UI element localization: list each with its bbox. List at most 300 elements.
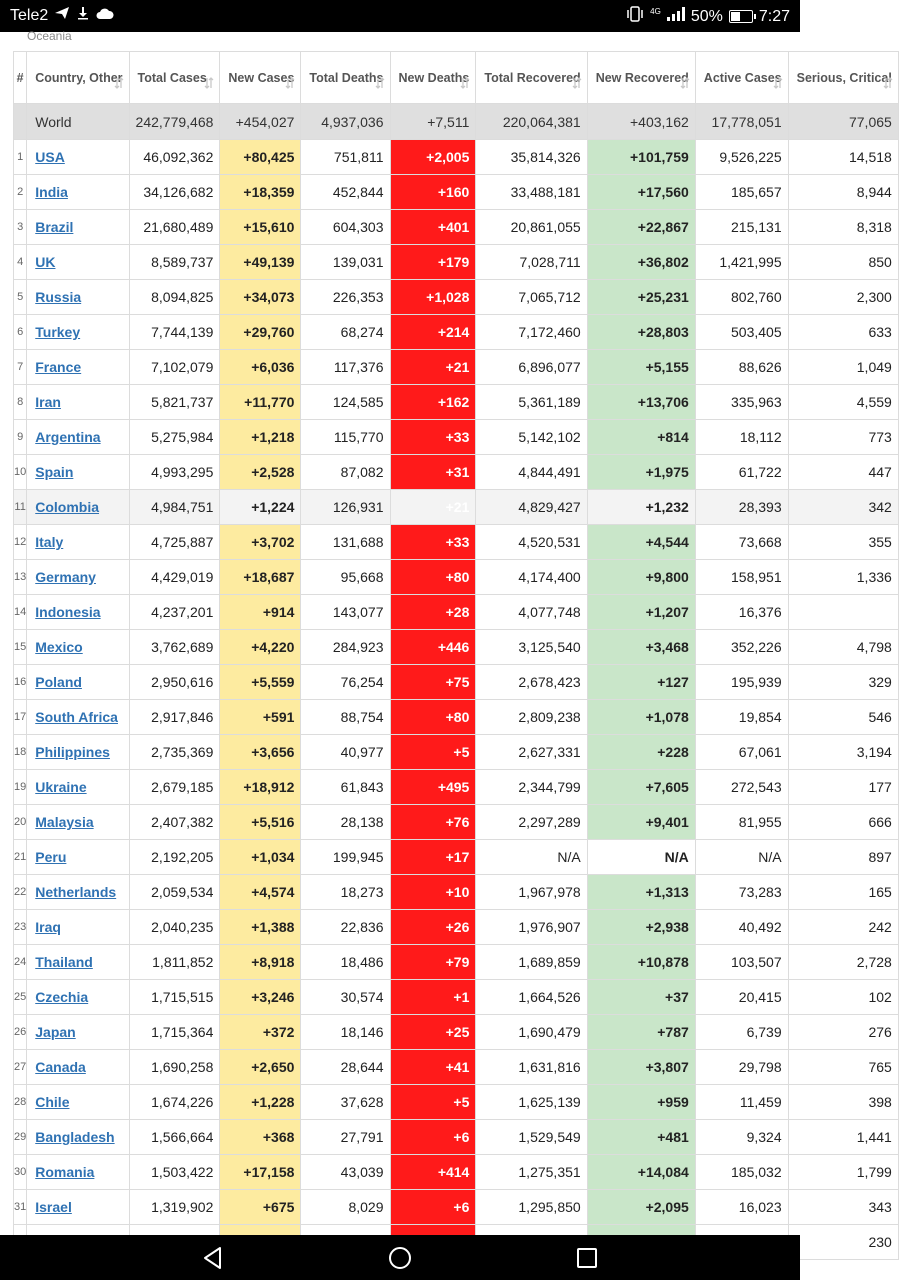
country-link[interactable]: Netherlands	[35, 884, 117, 900]
cell-new-recovered: +28,803	[587, 315, 695, 350]
world-label: World	[27, 104, 129, 140]
cell-total-deaths: 452,844	[301, 175, 390, 210]
column-header-label: Active Cases	[703, 70, 782, 85]
row-index: 29	[14, 1120, 27, 1155]
vibrate-icon	[626, 6, 644, 27]
cell-serious: 1,799	[788, 1155, 898, 1190]
country-link[interactable]: Poland	[35, 674, 82, 690]
cell-serious: 102	[788, 980, 898, 1015]
cell-new-deaths: +76	[390, 805, 476, 840]
sort-icon[interactable]	[285, 76, 295, 94]
covid-table	[13, 51, 899, 1260]
cell-new-cases: +3,656	[220, 735, 301, 770]
sort-icon[interactable]	[204, 76, 214, 94]
cell-new-cases: +8,918	[220, 945, 301, 980]
cell-new-deaths: +21	[390, 490, 476, 525]
country-link[interactable]: Germany	[35, 569, 96, 585]
cell-serious: 1,336	[788, 560, 898, 595]
column-header-label: #	[16, 70, 24, 85]
cell-total-cases: 2,059,534	[129, 875, 220, 910]
cell-total-deaths: 226,353	[301, 280, 390, 315]
table-row	[14, 665, 899, 700]
table-row	[14, 560, 899, 595]
cell-new-cases: +5,516	[220, 805, 301, 840]
row-index: 3	[14, 210, 27, 245]
cell-total-recovered: 1,275,351	[476, 1155, 587, 1190]
cell-serious: 765	[788, 1050, 898, 1085]
country-cell	[27, 315, 129, 350]
cell-serious: 897	[788, 840, 898, 875]
send-icon	[54, 6, 70, 25]
cell-new-recovered: +101,759	[587, 140, 695, 175]
country-cell	[27, 735, 129, 770]
country-cell	[27, 525, 129, 560]
cell-total-recovered: 1,295,850	[476, 1190, 587, 1225]
table-row	[14, 280, 899, 315]
sort-icon[interactable]	[883, 76, 893, 94]
cell-total-deaths: 604,303	[301, 210, 390, 245]
cell-new-recovered: +5,155	[587, 350, 695, 385]
cell-total-recovered: 3,125,540	[476, 630, 587, 665]
clock: 7:27	[758, 7, 790, 25]
cell-total-deaths: 28,138	[301, 805, 390, 840]
table-row	[14, 315, 899, 350]
country-link[interactable]: Thailand	[35, 954, 93, 970]
country-cell	[27, 1155, 129, 1190]
cell-new-cases: +5,559	[220, 665, 301, 700]
country-link[interactable]: Israel	[35, 1199, 72, 1215]
cell-new-cases: +1,228	[220, 1085, 301, 1120]
table-row	[14, 1190, 899, 1225]
column-header-label: Total Cases	[137, 70, 207, 85]
cell-new-cases: +18,359	[220, 175, 301, 210]
cell-new-deaths: +1,028	[390, 280, 476, 315]
sort-icon[interactable]	[460, 76, 470, 94]
cell-new-deaths: +160	[390, 175, 476, 210]
cell-new-cases: +1,034	[220, 840, 301, 875]
cell-serious: 4,559	[788, 385, 898, 420]
column-header-label: Total Recovered	[484, 70, 581, 85]
cell-total-cases: 2,950,616	[129, 665, 220, 700]
signal-icon	[667, 7, 685, 26]
cell-total-recovered: 2,627,331	[476, 735, 587, 770]
country-cell	[27, 840, 129, 875]
row-index: 22	[14, 875, 27, 910]
cell-new-cases: +17,158	[220, 1155, 301, 1190]
battery-percent: 50%	[690, 7, 723, 25]
cell-serious: 342	[788, 490, 898, 525]
cell-new-cases: +18,912	[220, 770, 301, 805]
column-header-label: New Recovered	[595, 70, 689, 85]
country-cell	[27, 945, 129, 980]
country-link[interactable]: Mexico	[35, 639, 83, 655]
cell-new-recovered: +787	[587, 1015, 695, 1050]
cell-total-recovered: 4,844,491	[476, 455, 587, 490]
cell-new-cases: +15,610	[220, 210, 301, 245]
cell-total-deaths: 61,843	[301, 770, 390, 805]
cell-active-cases: 61,722	[695, 455, 788, 490]
cell-total-recovered: 1,625,139	[476, 1085, 587, 1120]
cell-active-cases: 19,854	[695, 700, 788, 735]
cell-new-deaths: +33	[390, 525, 476, 560]
cell-total-recovered: 7,172,460	[476, 315, 587, 350]
cell-new-recovered: +7,605	[587, 770, 695, 805]
country-link[interactable]: Bangladesh	[35, 1129, 115, 1145]
home-icon[interactable]	[385, 1243, 415, 1273]
cell-total-deaths: 115,770	[301, 420, 390, 455]
cell-new-recovered: +36,802	[587, 245, 695, 280]
country-link[interactable]: Italy	[35, 534, 64, 550]
row-index: 15	[14, 630, 27, 665]
column-header-total-deaths[interactable]	[301, 52, 390, 104]
cell-total-cases: 34,126,682	[129, 175, 220, 210]
table-row	[14, 385, 899, 420]
row-index: 31	[14, 1190, 27, 1225]
back-icon[interactable]	[198, 1243, 228, 1273]
cell-new-recovered: +9,401	[587, 805, 695, 840]
cloud-icon	[96, 7, 114, 25]
cell-active-cases: 67,061	[695, 735, 788, 770]
cell-total-cases: 1,715,515	[129, 980, 220, 1015]
cell-serious: 276	[788, 1015, 898, 1050]
cell-total-recovered: 2,297,289	[476, 805, 587, 840]
cell-serious: 177	[788, 770, 898, 805]
row-index: 17	[14, 700, 27, 735]
row-index: 7	[14, 350, 27, 385]
cell-active-cases: 73,283	[695, 875, 788, 910]
row-index: 19	[14, 770, 27, 805]
cell-total-recovered: 2,678,423	[476, 665, 587, 700]
cell-total-cases: 21,680,489	[129, 210, 220, 245]
cell-serious: 165	[788, 875, 898, 910]
cell-total-deaths: 8,029	[301, 1190, 390, 1225]
cell-new-cases: +454,027	[220, 104, 301, 140]
cell-new-deaths: +2,005	[390, 140, 476, 175]
cell-new-recovered: +959	[587, 1085, 695, 1120]
cell-active-cases: 11,459	[695, 1085, 788, 1120]
country-cell	[27, 560, 129, 595]
country-link[interactable]: France	[35, 359, 82, 375]
row-index: 23	[14, 910, 27, 945]
cell-serious: 633	[788, 315, 898, 350]
country-link[interactable]: South Africa	[35, 709, 118, 725]
navigation-bar	[0, 1235, 800, 1280]
sort-icon[interactable]	[375, 76, 385, 94]
cell-total-deaths: 18,486	[301, 945, 390, 980]
cell-total-deaths: 199,945	[301, 840, 390, 875]
cell-new-deaths: +79	[390, 945, 476, 980]
row-index: 2	[14, 175, 27, 210]
cell-total-deaths: 30,574	[301, 980, 390, 1015]
sort-icon[interactable]	[773, 76, 783, 94]
cell-total-recovered: 6,896,077	[476, 350, 587, 385]
cell-total-cases: 46,092,362	[129, 140, 220, 175]
column-header-new-cases[interactable]	[220, 52, 301, 104]
continent-tab-oceania[interactable]: Oceania	[27, 29, 72, 43]
status-bar	[0, 0, 800, 32]
cell-active-cases: 503,405	[695, 315, 788, 350]
table-row	[14, 175, 899, 210]
cell-serious: 355	[788, 525, 898, 560]
country-link[interactable]: Ukraine	[35, 779, 87, 795]
cell-active-cases: 17,778,051	[695, 104, 788, 140]
cell-total-deaths: 117,376	[301, 350, 390, 385]
cell-new-recovered: +37	[587, 980, 695, 1015]
cell-new-cases: +2,528	[220, 455, 301, 490]
cell-active-cases: 103,507	[695, 945, 788, 980]
cell-serious: 8,318	[788, 210, 898, 245]
cell-total-recovered: 35,814,326	[476, 140, 587, 175]
cell-new-cases: +591	[220, 700, 301, 735]
cell-active-cases: 88,626	[695, 350, 788, 385]
cell-new-recovered: +1,207	[587, 595, 695, 630]
country-cell	[27, 770, 129, 805]
country-cell	[27, 490, 129, 525]
country-cell	[27, 1120, 129, 1155]
country-link[interactable]: Colombia	[35, 499, 100, 515]
cell-new-deaths: +414	[390, 1155, 476, 1190]
column-header-new-deaths[interactable]	[390, 52, 476, 104]
cell-total-recovered: 1,529,549	[476, 1120, 587, 1155]
cell-active-cases: 20,415	[695, 980, 788, 1015]
cell-total-deaths: 87,082	[301, 455, 390, 490]
cell-active-cases: 1,421,995	[695, 245, 788, 280]
cell-new-deaths: +7,511	[390, 104, 476, 140]
cell-total-cases: 5,821,737	[129, 385, 220, 420]
battery-icon	[729, 10, 753, 23]
cell-new-recovered: +1,232	[587, 490, 695, 525]
cell-new-deaths: +1	[390, 980, 476, 1015]
cell-total-cases: 4,993,295	[129, 455, 220, 490]
cell-new-cases: +1,388	[220, 910, 301, 945]
cell-new-deaths: +214	[390, 315, 476, 350]
carrier-label: Tele2	[10, 6, 49, 24]
cell-total-recovered: 5,361,189	[476, 385, 587, 420]
cell-new-recovered: +14,084	[587, 1155, 695, 1190]
cell-new-recovered: +814	[587, 420, 695, 455]
cell-serious: 447	[788, 455, 898, 490]
sort-icon[interactable]	[114, 76, 124, 94]
cell-serious: 773	[788, 420, 898, 455]
cell-total-recovered: 1,664,526	[476, 980, 587, 1015]
country-link[interactable]: Romania	[35, 1164, 95, 1180]
country-link[interactable]: Philippines	[35, 744, 110, 760]
cell-total-cases: 1,566,664	[129, 1120, 220, 1155]
cell-new-recovered: +481	[587, 1120, 695, 1155]
world-row	[14, 104, 899, 140]
cell-new-deaths: +17	[390, 840, 476, 875]
cell-serious: 850	[788, 245, 898, 280]
cell-active-cases: 18,112	[695, 420, 788, 455]
cell-total-recovered: 4,174,400	[476, 560, 587, 595]
cell-total-deaths: 751,811	[301, 140, 390, 175]
cell-total-deaths: 40,977	[301, 735, 390, 770]
row-index: 12	[14, 525, 27, 560]
cell-total-recovered: 2,809,238	[476, 700, 587, 735]
table-row	[14, 700, 899, 735]
country-cell	[27, 1050, 129, 1085]
cell-serious: 398	[788, 1085, 898, 1120]
cell-new-deaths: +26	[390, 910, 476, 945]
table-row	[14, 490, 899, 525]
country-link[interactable]: Argentina	[35, 429, 101, 445]
row-index: 25	[14, 980, 27, 1015]
country-link[interactable]: Peru	[35, 849, 67, 865]
table-row	[14, 805, 899, 840]
cell-new-deaths: +80	[390, 700, 476, 735]
table-row	[14, 910, 899, 945]
cell-serious: 546	[788, 700, 898, 735]
country-link[interactable]: USA	[35, 149, 65, 165]
cell-total-deaths: 22,836	[301, 910, 390, 945]
country-cell	[27, 140, 129, 175]
table-header-row	[14, 52, 899, 104]
cell-new-deaths: +41	[390, 1050, 476, 1085]
cell-serious: 1,049	[788, 350, 898, 385]
country-link[interactable]: Japan	[35, 1024, 76, 1040]
country-link[interactable]: Czechia	[35, 989, 89, 1005]
cell-new-deaths: +10	[390, 875, 476, 910]
country-link[interactable]: Russia	[35, 289, 82, 305]
table-row	[14, 945, 899, 980]
cell-active-cases: 29,798	[695, 1050, 788, 1085]
cell-total-recovered: 1,689,859	[476, 945, 587, 980]
cell-total-deaths: 143,077	[301, 595, 390, 630]
row-index	[14, 104, 27, 140]
country-link[interactable]: Iraq	[35, 919, 61, 935]
country-cell	[27, 910, 129, 945]
country-cell	[27, 1190, 129, 1225]
country-link[interactable]: Brazil	[35, 219, 74, 235]
cell-new-recovered: +9,800	[587, 560, 695, 595]
cell-total-deaths: 68,274	[301, 315, 390, 350]
cell-total-recovered: N/A	[476, 840, 587, 875]
table-row	[14, 840, 899, 875]
column-header-idx[interactable]	[14, 52, 27, 104]
country-link[interactable]: UK	[35, 254, 56, 270]
country-link[interactable]: Spain	[35, 464, 74, 480]
cell-new-recovered: +17,560	[587, 175, 695, 210]
table-row	[14, 245, 899, 280]
cell-total-cases: 1,503,422	[129, 1155, 220, 1190]
cell-new-deaths: +28	[390, 595, 476, 630]
country-cell	[27, 805, 129, 840]
country-cell	[27, 980, 129, 1015]
cell-total-deaths: 28,644	[301, 1050, 390, 1085]
cell-active-cases: N/A	[695, 840, 788, 875]
row-index: 18	[14, 735, 27, 770]
cell-active-cases: 185,657	[695, 175, 788, 210]
cell-new-recovered: +127	[587, 665, 695, 700]
cell-new-recovered: +3,468	[587, 630, 695, 665]
cell-new-deaths: +162	[390, 385, 476, 420]
column-header-new-recovered[interactable]	[587, 52, 695, 104]
cell-new-recovered: +22,867	[587, 210, 695, 245]
column-header-active-cases[interactable]	[695, 52, 788, 104]
country-link[interactable]: India	[35, 184, 68, 200]
country-cell	[27, 280, 129, 315]
country-cell	[27, 175, 129, 210]
cell-total-deaths: 18,146	[301, 1015, 390, 1050]
cell-active-cases: 335,963	[695, 385, 788, 420]
cell-new-recovered: +2,938	[587, 910, 695, 945]
cell-new-deaths: +5	[390, 735, 476, 770]
cell-new-deaths: +179	[390, 245, 476, 280]
cell-active-cases: 81,955	[695, 805, 788, 840]
country-cell	[27, 420, 129, 455]
cell-active-cases: 28,393	[695, 490, 788, 525]
country-link[interactable]: Indonesia	[35, 604, 101, 620]
cell-active-cases: 40,492	[695, 910, 788, 945]
recents-icon[interactable]	[572, 1243, 602, 1273]
row-index: 28	[14, 1085, 27, 1120]
country-link[interactable]: Iran	[35, 394, 61, 410]
cell-new-cases: +11,770	[220, 385, 301, 420]
country-cell	[27, 245, 129, 280]
cell-active-cases: 158,951	[695, 560, 788, 595]
cell-total-cases: 3,762,689	[129, 630, 220, 665]
cell-new-deaths: +5	[390, 1085, 476, 1120]
cell-total-cases: 8,094,825	[129, 280, 220, 315]
cell-new-deaths: +495	[390, 770, 476, 805]
country-link[interactable]: Canada	[35, 1059, 86, 1075]
cell-new-deaths: +31	[390, 455, 476, 490]
table-row	[14, 980, 899, 1015]
cell-new-deaths: +75	[390, 665, 476, 700]
row-index: 9	[14, 420, 27, 455]
country-cell	[27, 700, 129, 735]
sort-icon[interactable]	[680, 76, 690, 94]
column-header-serious[interactable]	[788, 52, 898, 104]
cell-new-cases: +3,702	[220, 525, 301, 560]
row-index: 5	[14, 280, 27, 315]
row-index: 21	[14, 840, 27, 875]
cell-new-deaths: +6	[390, 1120, 476, 1155]
cell-total-recovered: 1,967,978	[476, 875, 587, 910]
column-header-label: Serious, Critical	[796, 70, 892, 85]
download-icon	[76, 6, 90, 25]
country-link[interactable]: Chile	[35, 1094, 70, 1110]
cell-total-deaths: 95,668	[301, 560, 390, 595]
country-cell	[27, 665, 129, 700]
country-cell	[27, 1015, 129, 1050]
country-cell	[27, 1085, 129, 1120]
column-header-label: New Cases	[228, 70, 295, 85]
country-cell	[27, 385, 129, 420]
table-row	[14, 875, 899, 910]
country-cell	[27, 875, 129, 910]
column-header-total-recovered[interactable]	[476, 52, 587, 104]
cell-new-cases: +6,036	[220, 350, 301, 385]
cell-total-recovered: 5,142,102	[476, 420, 587, 455]
table-row	[14, 1120, 899, 1155]
cell-total-deaths: 76,254	[301, 665, 390, 700]
sort-icon[interactable]	[572, 76, 582, 94]
web-page[interactable]	[0, 29, 892, 1250]
cell-serious: 329	[788, 665, 898, 700]
cell-total-cases: 242,779,468	[129, 104, 220, 140]
table-row	[14, 420, 899, 455]
cell-total-deaths: 27,791	[301, 1120, 390, 1155]
cell-total-cases: 2,679,185	[129, 770, 220, 805]
cell-active-cases: 802,760	[695, 280, 788, 315]
country-link[interactable]: Malaysia	[35, 814, 94, 830]
row-index: 27	[14, 1050, 27, 1085]
country-link[interactable]: Turkey	[35, 324, 81, 340]
column-header-total-cases[interactable]	[129, 52, 220, 104]
table-scroll-area[interactable]	[13, 51, 892, 1260]
column-header-country[interactable]	[27, 52, 129, 104]
